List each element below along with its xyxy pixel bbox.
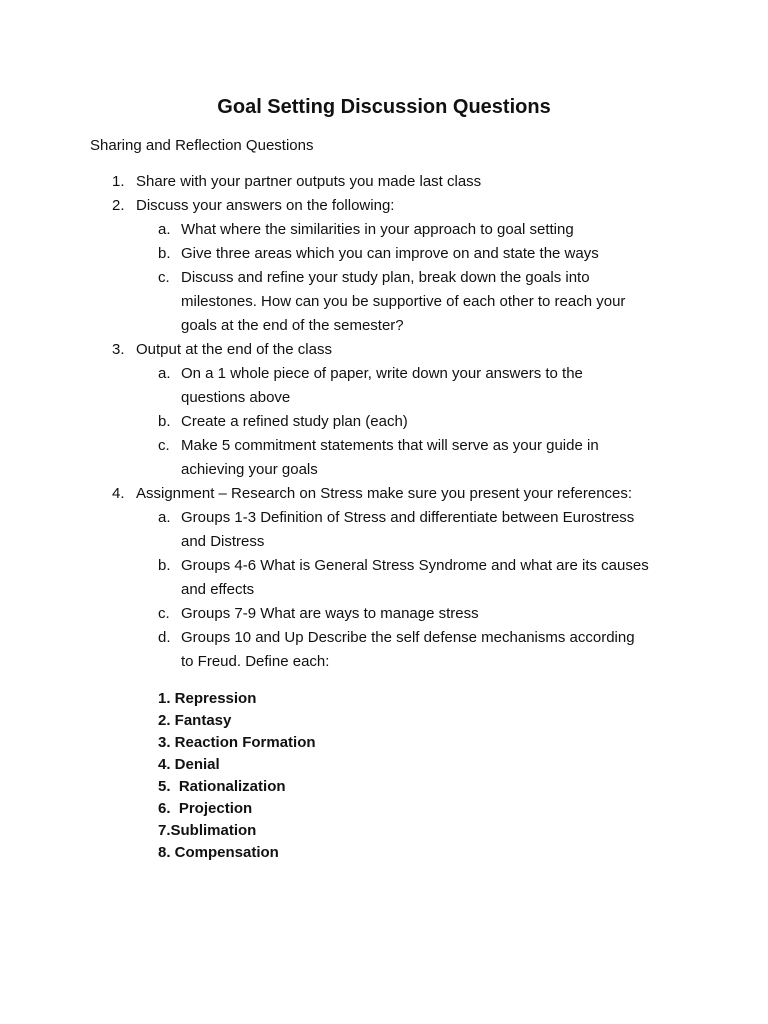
defense-mechanism-item: 6. Projection [158, 800, 253, 817]
defense-mechanism-item: 8. Compensation [158, 844, 279, 861]
sub-item-text: Groups 7-9 What are ways to manage stress [181, 605, 479, 622]
list-item-number: 4. [112, 485, 125, 502]
sub-item-text: On a 1 whole piece of paper, write down your answers to the [181, 365, 583, 382]
list-item-text: Share with your partner outputs you made last class [136, 173, 482, 190]
sub-item-text: Create a refined study plan (each) [181, 413, 408, 430]
defense-mechanism-item: 7.Sublimation [158, 822, 257, 839]
sub-item-line [0, 386, 768, 410]
sub-item-letter: a. [158, 365, 171, 382]
defense-mechanism-item: 4. Denial [158, 756, 220, 773]
sub-item-line [0, 410, 768, 434]
sub-item-line [0, 554, 768, 578]
sub-item-line [0, 458, 768, 482]
sub-item-line [0, 242, 768, 266]
list-item-text: Discuss your answers on the following: [136, 197, 395, 214]
list-item-line [0, 170, 768, 194]
sub-item-text: Make 5 commitment statements that will serve as your guide in [181, 437, 599, 454]
sub-item-text: What where the similarities in your approach to goal setting [181, 221, 574, 238]
sub-item-text: achieving your goals [181, 461, 318, 478]
list-item-line [0, 482, 768, 506]
sub-item-line [0, 362, 768, 386]
sub-item-line [0, 218, 768, 242]
sub-item-line [0, 434, 768, 458]
list-item-number: 1. [112, 173, 125, 190]
list-item-number: 2. [112, 197, 125, 214]
list-item-number: 3. [112, 341, 125, 358]
sub-item-line [0, 602, 768, 626]
defense-mechanism-item: 2. Fantasy [158, 712, 232, 729]
numbered-list [0, 170, 768, 674]
sub-item-text: and effects [181, 581, 255, 598]
sub-item-letter: d. [158, 629, 171, 646]
list-item-line [0, 194, 768, 218]
sub-item-line [0, 314, 768, 338]
section-subtitle: Sharing and Reflection Questions [90, 137, 314, 154]
sub-item-line [0, 650, 768, 674]
sub-item-line [0, 578, 768, 602]
defense-mechanism-item: 3. Reaction Formation [158, 734, 316, 751]
sub-item-text: Groups 4-6 What is General Stress Syndrome and what are its causes [181, 557, 649, 574]
list-item-line [0, 338, 768, 362]
list-item-text: Output at the end of the class [136, 341, 332, 358]
sub-item-line [0, 626, 768, 650]
sub-item-text: Discuss and refine your study plan, break down the goals into [181, 269, 590, 286]
sub-item-text: Groups 1-3 Definition of Stress and differentiate between Eurostress [181, 509, 635, 526]
defense-mechanism-list [158, 688, 316, 864]
sub-item-letter: c. [158, 269, 170, 286]
sub-item-text: to Freud. Define each: [181, 653, 330, 670]
sub-item-line [0, 506, 768, 530]
sub-item-letter: b. [158, 245, 171, 262]
sub-item-letter: a. [158, 221, 171, 238]
sub-item-line [0, 290, 768, 314]
sub-item-text: Give three areas which you can improve on and state the ways [181, 245, 599, 262]
sub-item-text: Groups 10 and Up Describe the self defense mechanisms according [181, 629, 635, 646]
defense-mechanism-item: 1. Repression [158, 690, 257, 707]
defense-mechanism-item: 5. Rationalization [158, 778, 286, 795]
sub-item-letter: b. [158, 557, 171, 574]
sub-item-text: milestones. How can you be supportive of each other to reach your [181, 293, 626, 310]
sub-item-letter: b. [158, 413, 171, 430]
sub-item-text: and Distress [181, 533, 265, 550]
sub-item-line [0, 266, 768, 290]
sub-item-letter: c. [158, 605, 170, 622]
sub-item-letter: c. [158, 437, 170, 454]
sub-item-letter: a. [158, 509, 171, 526]
sub-item-line [0, 530, 768, 554]
document-title: Goal Setting Discussion Questions [217, 96, 551, 118]
sub-item-text: questions above [181, 389, 291, 406]
sub-item-text: goals at the end of the semester? [181, 317, 404, 334]
list-item-text: Assignment – Research on Stress make sure you present your references: [136, 485, 633, 502]
